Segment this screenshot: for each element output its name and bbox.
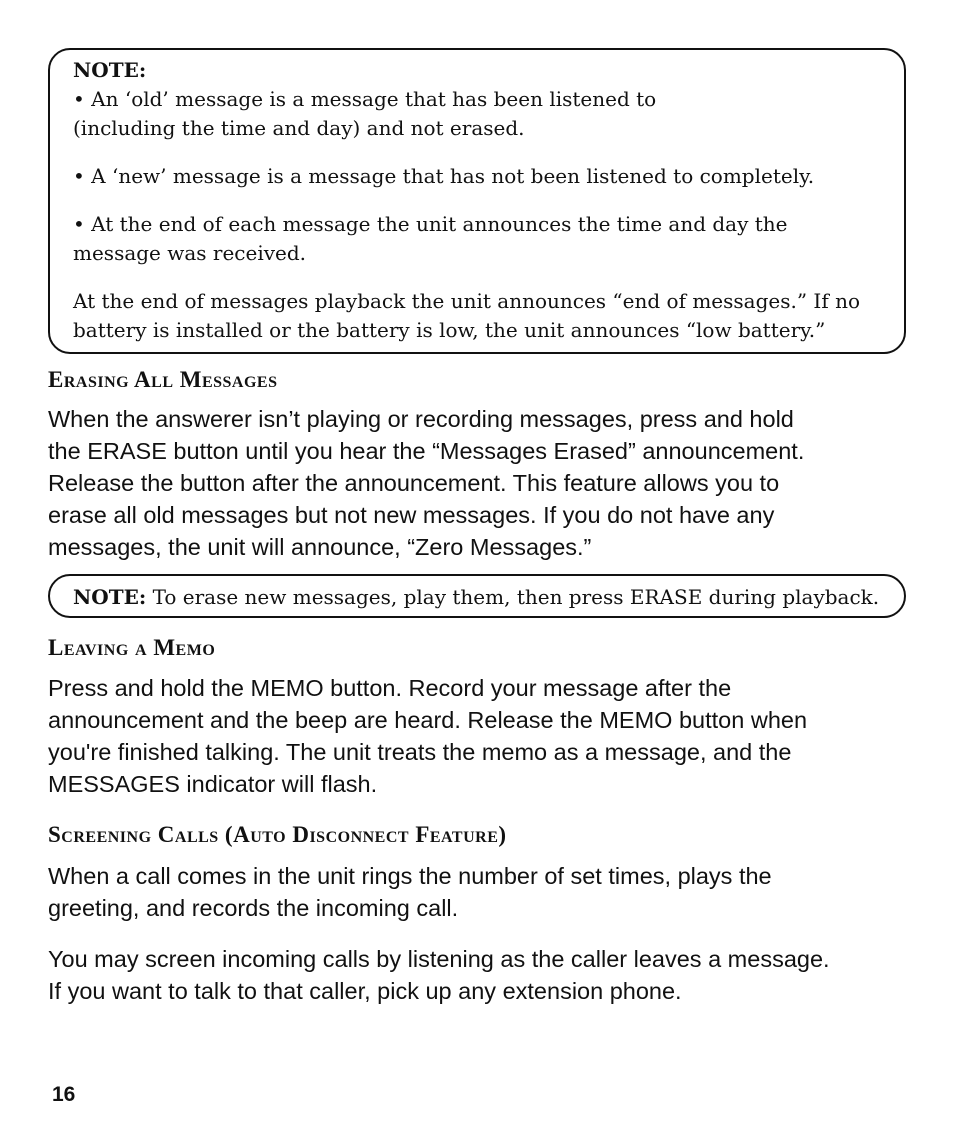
erase-line: erase all old messages but not new messages. If you do not have any	[48, 502, 775, 528]
erase-line: Release the button after the announcement. This feature allows you to	[48, 470, 780, 496]
erase-line: the ERASE button until you hear the “Messages Erased” announcement.	[48, 438, 805, 464]
note-label: NOTE:	[73, 585, 147, 609]
note-paragraph-line-1: At the end of messages playback the unit announces “end of messages.” If no	[73, 289, 861, 313]
heading-leaving-a-memo: Leaving a Memo	[48, 635, 216, 660]
heading-erasing-all-messages: Erasing All Messages	[48, 367, 278, 392]
memo-line: you're finished talking. The unit treats the memo as a message, and the	[48, 739, 792, 765]
screening-paragraph-1	[48, 860, 918, 924]
screening-paragraph-2	[48, 943, 918, 1007]
note-box-message-info	[48, 48, 906, 354]
screening-line: greeting, and records the incoming call.	[48, 895, 459, 921]
memo-paragraph	[48, 672, 918, 800]
note-bullet-old-line-2: (including the time and day) and not erased.	[73, 116, 525, 140]
erase-line: When the answerer isn’t playing or recording messages, press and hold	[48, 406, 794, 432]
note-bullet-end-line-2: message was received.	[73, 241, 307, 265]
memo-line: announcement and the beep are heard. Release the MEMO button when	[48, 707, 808, 733]
memo-line: Press and hold the MEMO button. Record your message after the	[48, 675, 732, 701]
note-box-erase-new	[48, 574, 906, 618]
note-bullet-old-line-1: • An ‘old’ message is a message that has been listened to	[73, 87, 657, 111]
screening-line: If you want to talk to that caller, pick up any extension phone.	[48, 978, 682, 1004]
note-bullet-end-line-1: • At the end of each message the unit announces the time and day the	[73, 212, 788, 236]
screening-line: You may screen incoming calls by listening as the caller leaves a message.	[48, 946, 830, 972]
note-bullet-new: • A ‘new’ message is a message that has not been listened to completely.	[73, 164, 815, 188]
erase-paragraph	[48, 403, 918, 563]
note-label: NOTE:	[73, 58, 147, 82]
screening-line: When a call comes in the unit rings the number of set times, plays the	[48, 863, 772, 889]
memo-line: MESSAGES indicator will flash.	[48, 771, 378, 797]
note-erase-text: To erase new messages, play them, then press ERASE during playback.	[146, 585, 880, 609]
note-paragraph-line-2: battery is installed or the battery is low, the unit announces “low battery.”	[73, 318, 826, 342]
erase-line: messages, the unit will announce, “Zero Messages.”	[48, 534, 592, 560]
heading-screening-calls: Screening Calls (Auto Disconnect Feature)	[48, 822, 507, 847]
page-number: 16	[52, 1083, 76, 1106]
